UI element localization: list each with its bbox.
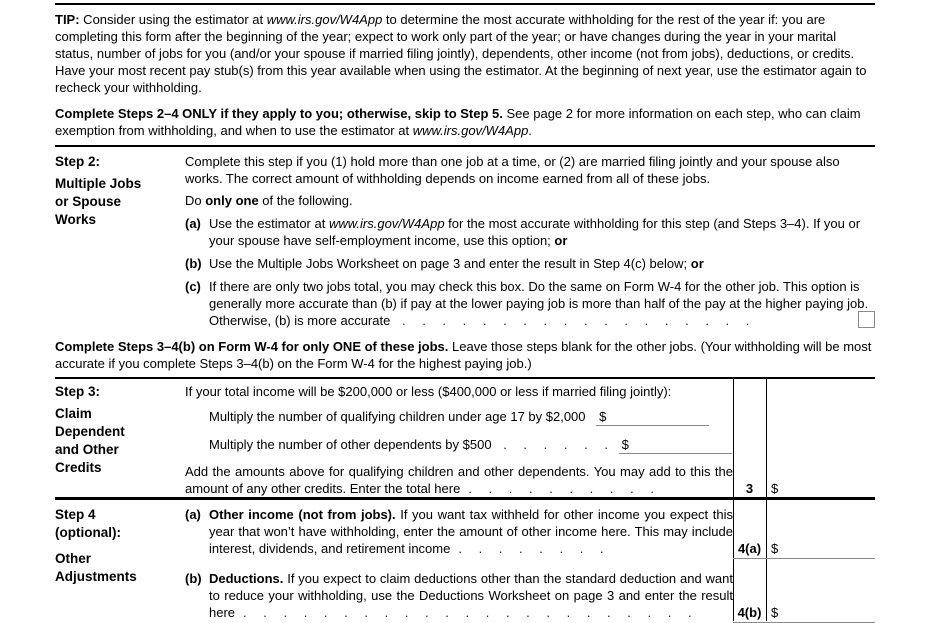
step3-title: Claim Dependent and Other Credits xyxy=(55,406,125,475)
divider xyxy=(55,3,875,5)
dot-leader: . . . . . . . . . . xyxy=(468,481,654,496)
step4a-text-wrap xyxy=(185,506,733,557)
step2-title: Multiple Jobs or Spouse Works xyxy=(55,176,142,227)
step3-section xyxy=(55,377,875,497)
text-segment: TIP: xyxy=(55,12,80,27)
option-c-marker: (c) xyxy=(185,279,201,294)
text-segment: If you want tax withheld for other income you expect this year that won’t have withholding, enter the amount of other income here. This may include interest, dividends, and retirement income xyxy=(209,507,733,556)
text-segment: only one xyxy=(205,193,259,208)
complete-steps-3-4b-note xyxy=(55,338,875,372)
step3-label-column xyxy=(55,383,185,497)
step3-children-line xyxy=(209,408,875,426)
step4b-field[interactable] xyxy=(766,604,875,621)
step4-body xyxy=(185,506,875,621)
step3-body xyxy=(185,383,875,497)
dot-leader: . . . . . . . . . . . . . . . . . . . . . . . xyxy=(243,605,692,620)
dollar-sign: $ xyxy=(771,605,779,620)
step2-option-b xyxy=(185,255,875,272)
step4b-text-wrap xyxy=(185,570,733,621)
option-a-marker: (a) xyxy=(185,507,201,522)
step4a-row-number: 4(a) xyxy=(737,541,762,556)
text-segment: Complete Steps 2–4 ONLY if they apply to you; otherwise, skip to Step 5. xyxy=(55,106,503,121)
dot-leader: . . . . . . . . . . . . . . . . . . xyxy=(401,313,750,328)
step3-total-text-wrap xyxy=(185,463,733,497)
step3-dependents-line xyxy=(209,436,875,454)
tip-paragraph xyxy=(55,11,875,96)
step3-row-number: 3 xyxy=(745,481,754,496)
step2-label-column xyxy=(55,153,185,329)
text-segment: or xyxy=(690,256,704,271)
text-segment: Leave those steps blank for the other jobs. (Your withholding will be most accurate if you complete Steps 3–4(b) on the Form W-4 for the highest paying job.) xyxy=(55,339,872,371)
step4a-field[interactable] xyxy=(766,540,875,557)
step2-intro-text xyxy=(185,153,875,187)
step4a-row xyxy=(185,506,875,557)
text-segment: Do xyxy=(185,193,206,208)
step2-option-c xyxy=(185,278,875,329)
text-segment: www.irs.gov/W4App xyxy=(266,12,383,27)
text-segment: Complete this step if you (1) hold more than one job at a time, or (2) are married filing jointly and your spouse also works. The correct amount of withholding depends on income earned from all of these jobs. xyxy=(185,154,840,186)
option-a-marker: (a) xyxy=(185,216,201,231)
step2-section xyxy=(55,145,875,329)
children-line-text: Multiply the number of qualifying children under age 17 by $2,000 xyxy=(209,409,586,424)
complete-steps-2-4-note xyxy=(55,105,875,139)
step4-label-line1: Step 4 xyxy=(55,507,96,522)
step4-label-column xyxy=(55,506,185,621)
step4b-row xyxy=(185,570,875,621)
step3-intro-text: If your total income will be $200,000 or less ($400,000 or less if married filing jointly): xyxy=(185,384,672,399)
step4-section xyxy=(55,497,875,621)
option-a-text xyxy=(209,216,860,248)
text-segment: . xyxy=(528,123,532,138)
text-segment: Other income (not from jobs). xyxy=(209,507,396,522)
text-segment: Use the Multiple Jobs Worksheet on page 3 and enter the result in Step 4(c) below; xyxy=(209,256,691,271)
text-segment: of the following. xyxy=(258,193,353,208)
text-segment: www.irs.gov/W4App xyxy=(412,123,529,138)
text-segment: See page 2 for more information on each step, who can claim exemption from withholding, and when to use the estimator at xyxy=(55,106,861,138)
text-segment: Deductions. xyxy=(209,571,284,586)
dot-leader: . . . . . . . . xyxy=(458,541,604,556)
dot-leader: . . . . . . xyxy=(503,437,608,452)
children-amount-field[interactable] xyxy=(596,408,709,426)
text-segment: www.irs.gov/W4App xyxy=(328,216,445,231)
option-b-marker: (b) xyxy=(185,571,202,586)
dependents-line-text: Multiply the number of other dependents by $500 xyxy=(209,437,492,452)
step2c-checkbox[interactable] xyxy=(858,311,875,328)
text-segment: for the most accurate withholding for this step (and Steps 3–4). If you or your spouse have self-employment income, use this option; xyxy=(209,216,861,248)
text-segment: Complete Steps 3–4(b) on Form W-4 for only ONE of these jobs. xyxy=(55,339,449,354)
step2-label: Step 2: xyxy=(55,154,101,169)
dollar-sign: $ xyxy=(599,409,607,424)
text-segment: Consider using the estimator at xyxy=(79,12,267,27)
text-segment: Add the amounts above for qualifying children and other dependents. You may add to this the amount of any other credits. Enter the total here xyxy=(185,464,733,496)
step4b-row-number: 4(b) xyxy=(737,605,762,620)
step4-label-line2: (optional): xyxy=(55,525,121,540)
step4-title: Other Adjustments xyxy=(55,551,137,584)
step2-do-only-one xyxy=(185,192,875,209)
text-segment: Use the estimator at xyxy=(209,216,329,231)
step2-body xyxy=(185,153,875,329)
text-segment: to determine the most accurate withholding for the rest of the year if: you are completing this form after the beginning of the year; expect to work only part of the year; or have changes during the year in your marital status, number of jobs for you (and/or your spouse if married filing jointly), dependents, other income (not from jobs), deductions, or credits. Have your most recent pay stub(s) from this year available when using the estimator. At the beginning of next year, use the estimator again to recheck your withholding. xyxy=(55,12,867,95)
dollar-sign: $ xyxy=(621,437,629,452)
step3-total-field[interactable] xyxy=(766,480,875,497)
dependents-amount-field[interactable] xyxy=(619,436,732,454)
dollar-sign: $ xyxy=(771,541,779,556)
text-segment: If you expect to claim deductions other than the standard deduction and want to reduce your withholding, use the Deductions Worksheet on page 3 and enter the result here xyxy=(209,571,733,620)
step2-option-a xyxy=(185,215,875,249)
entry-line xyxy=(733,558,875,559)
option-b-text xyxy=(209,256,704,271)
dollar-sign: $ xyxy=(771,481,779,496)
option-b-marker: (b) xyxy=(185,256,202,271)
step3-label: Step 3: xyxy=(55,384,101,399)
text-segment: If there are only two jobs total, you may check this box. Do the same on Form W-4 for the other job. This option is generally more accurate than (b) if pay at the lower paying job is more than half of the pay at the higher paying job. Otherwise, (b) is more accurate xyxy=(209,279,869,328)
step3-total-row xyxy=(185,463,875,497)
text-segment: or xyxy=(554,233,568,248)
